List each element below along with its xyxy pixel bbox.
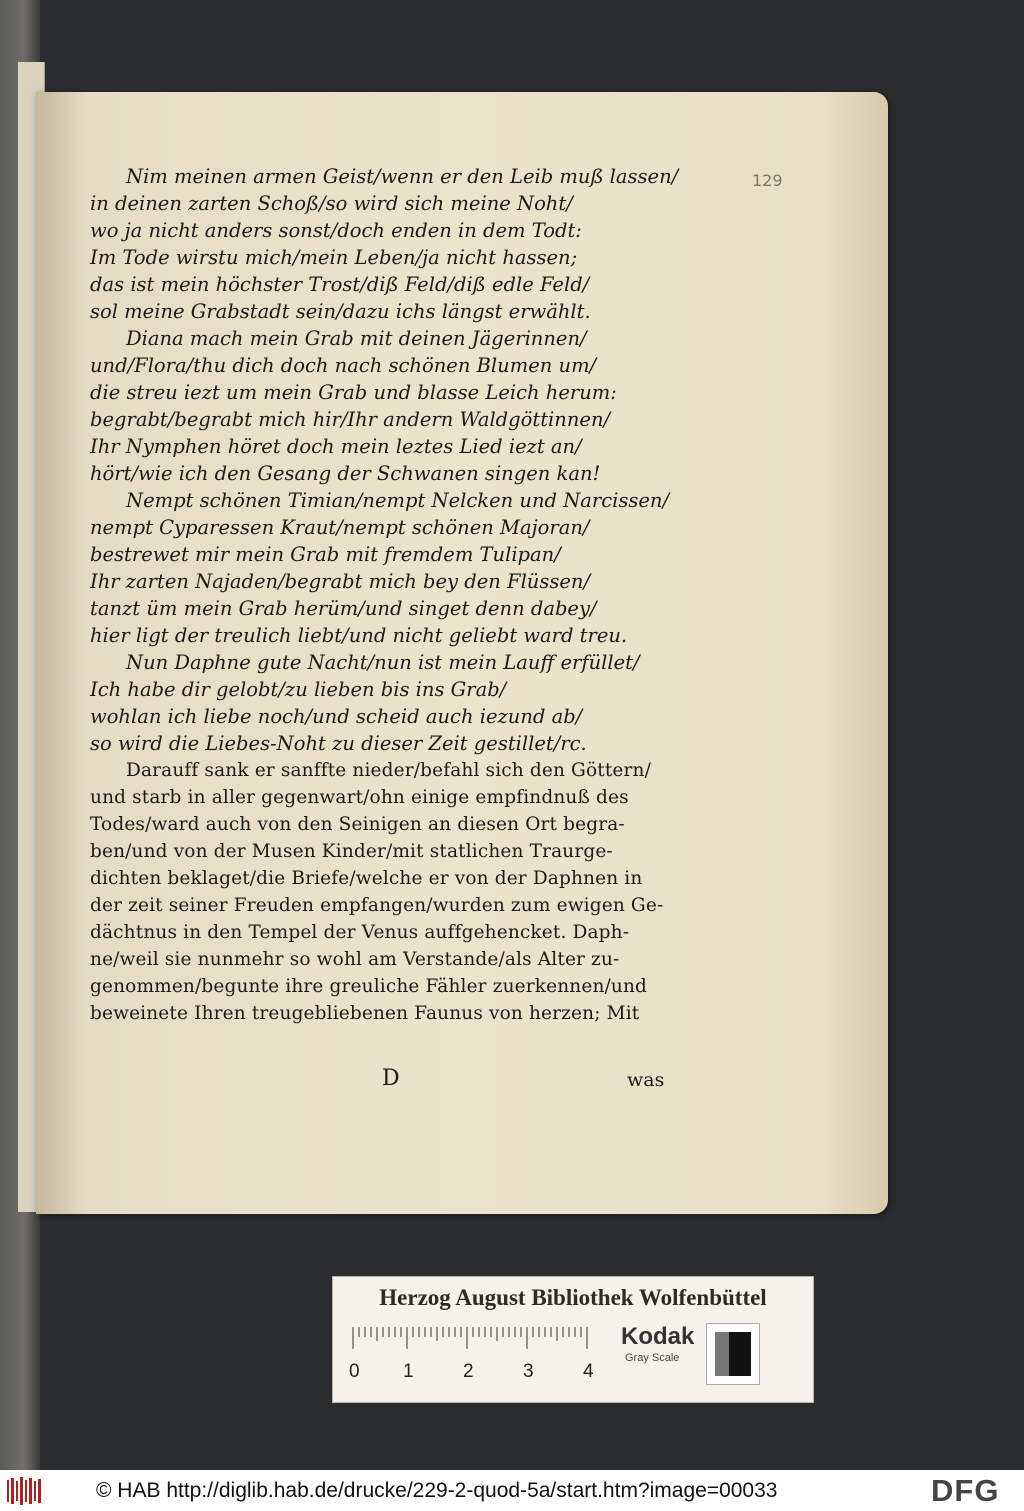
library-color-card bbox=[332, 1276, 814, 1403]
scale-number: 0 bbox=[349, 1361, 360, 1382]
poem-line: Ihr zarten Najaden/begrabt mich bey den Flüssen/ bbox=[90, 570, 591, 593]
prose-line: der zeit seiner Freuden empfangen/wurden zum ewigen Ge- bbox=[90, 895, 664, 916]
scale-number: 4 bbox=[583, 1361, 594, 1382]
prose-line: beweinete Ihren treugebliebenen Faunus von herzen; Mit bbox=[90, 1003, 640, 1024]
ruler-ticks bbox=[353, 1327, 587, 1349]
poem-line: Nun Daphne gute Nacht/nun ist mein Lauff erfüllet/ bbox=[126, 651, 640, 674]
poem-line: Diana mach mein Grab mit deinen Jägerinnen/ bbox=[126, 327, 587, 350]
poem-line: nempt Cyparessen Kraut/nempt schönen Majoran/ bbox=[90, 516, 590, 539]
prose-line: dichten beklaget/die Briefe/welche er von der Daphnen in bbox=[90, 868, 643, 889]
prose-line: Darauff sank er sanffte nieder/befahl sich den Göttern/ bbox=[126, 760, 651, 781]
poem-line: die streu iezt um mein Grab und blasse Leich herum: bbox=[90, 381, 617, 404]
poem-line: Nim meinen armen Geist/wenn er den Leib muß lassen/ bbox=[126, 165, 679, 188]
dfg-logo: DFG bbox=[931, 1473, 1000, 1508]
prose-line: genommen/begunte ihre greuliche Fähler zuerkennen/und bbox=[90, 976, 648, 997]
poem-line: Im Tode wirstu mich/mein Leben/ja nicht hassen; bbox=[90, 246, 578, 269]
page-text bbox=[90, 163, 690, 1027]
catchword: was bbox=[627, 1069, 665, 1091]
folio-number: 129 bbox=[752, 171, 783, 190]
prose-line: Todes/ward auch von den Seinigen an diesen Ort begra- bbox=[90, 814, 625, 835]
library-name: Herzog August Bibliothek Wolfenbüttel bbox=[379, 1285, 767, 1310]
prose-line: dächtnus in den Tempel der Venus auffgehencket. Daph- bbox=[90, 922, 630, 943]
footer-bar bbox=[0, 1470, 1024, 1511]
gray-scale-label: Gray Scale bbox=[625, 1352, 680, 1364]
poem-line: sol meine Grabstadt sein/dazu ichs längst erwählt. bbox=[90, 300, 591, 323]
poem-line: und/Flora/thu dich doch nach schönen Blumen um/ bbox=[90, 354, 597, 377]
poem-line: Ihr Nymphen höret doch mein leztes Lied iezt an/ bbox=[90, 435, 582, 458]
gray-swatch bbox=[706, 1323, 760, 1385]
gray-patch bbox=[715, 1332, 729, 1376]
signature-mark: D bbox=[382, 1066, 400, 1091]
scale-number: 1 bbox=[403, 1361, 414, 1382]
scale-number: 3 bbox=[523, 1361, 534, 1382]
prose-line: ne/weil sie nunmehr so wohl am Verstande/als Alter zu- bbox=[90, 949, 620, 970]
poem-line: begrabt/begrabt mich hir/Ihr andern Waldgöttinnen/ bbox=[90, 408, 611, 431]
scale-ruler bbox=[347, 1327, 607, 1387]
poem-line: Ich habe dir gelobt/zu lieben bis ins Grab/ bbox=[90, 678, 507, 701]
poem-line: hier ligt der treulich liebt/und nicht geliebt ward treu. bbox=[90, 624, 628, 647]
poem-line: Nempt schönen Timian/nempt Nelcken und Narcissen/ bbox=[126, 489, 670, 512]
poem-line: das ist mein höchster Trost/diß Feld/diß edle Feld/ bbox=[90, 273, 590, 296]
poem-line: wo ja nicht anders sonst/doch enden in dem Todt: bbox=[90, 219, 582, 242]
poem-line: in deinen zarten Schoß/so wird sich meine Noht/ bbox=[90, 192, 573, 215]
poem-line: hört/wie ich den Gesang der Schwanen singen kan! bbox=[90, 462, 601, 485]
hab-barcode-logo-icon bbox=[6, 1476, 42, 1506]
prose-line: ben/und von der Musen Kinder/mit statlichen Traurge- bbox=[90, 841, 613, 862]
kodak-brand: Kodak bbox=[621, 1323, 695, 1350]
scale-number: 2 bbox=[463, 1361, 474, 1382]
copyright-url: © HAB http://diglib.hab.de/drucke/229-2-quod-5a/start.htm?image=00033 bbox=[96, 1479, 778, 1502]
black-patch bbox=[729, 1332, 751, 1376]
poem-line: tanzt üm mein Grab herüm/und singet denn dabey/ bbox=[90, 597, 597, 620]
poem-line: wohlan ich liebe noch/und scheid auch iezund ab/ bbox=[90, 705, 583, 728]
prose-line: und starb in aller gegenwart/ohn einige empfindnuß des bbox=[90, 787, 629, 808]
poem-line: so wird die Liebes-Noht zu dieser Zeit gestillet/rc. bbox=[90, 732, 587, 755]
poem-line: bestrewet mir mein Grab mit fremdem Tulipan/ bbox=[90, 543, 561, 566]
